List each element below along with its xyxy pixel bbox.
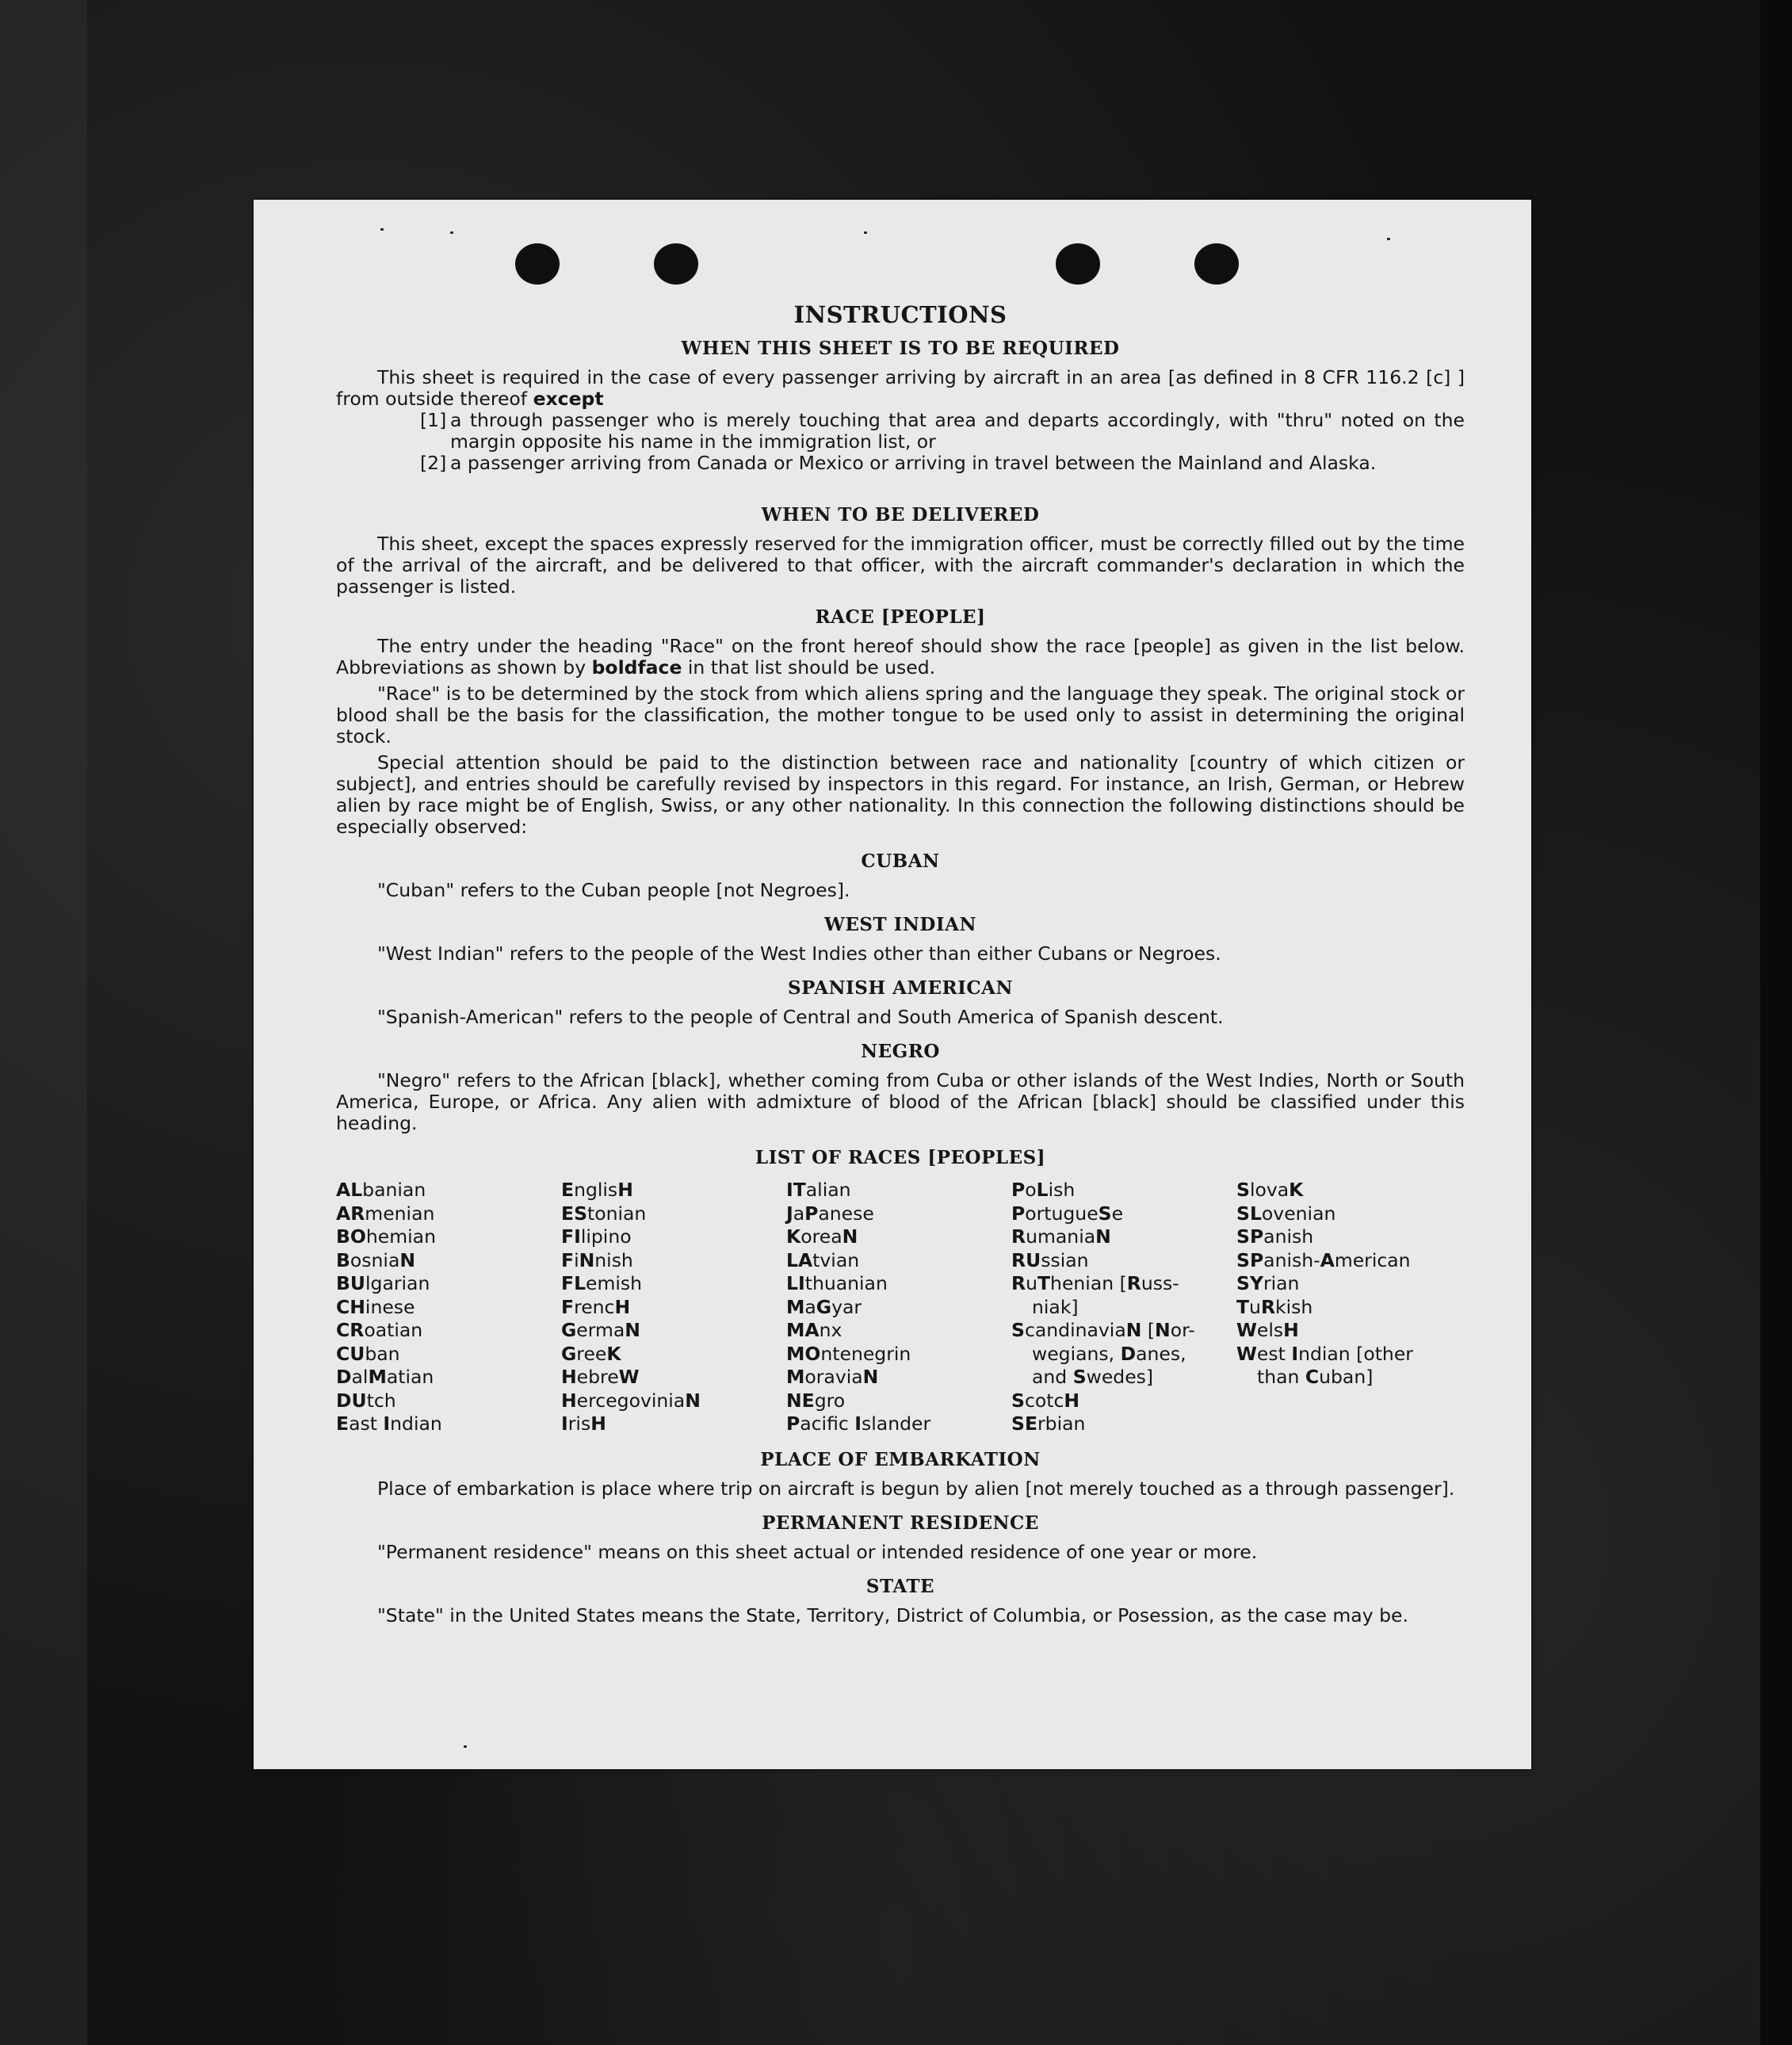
race-entry: LAtvian bbox=[786, 1248, 860, 1271]
race-entry: MOntenegrin bbox=[786, 1342, 911, 1365]
state-text: "State" in the United States means the State, Territory, District of Columbia, or Posession, as the case may be. bbox=[377, 1604, 1408, 1626]
spanish-american-text: "Spanish-American" refers to the people of Central and South America of Spanish descent. bbox=[377, 1006, 1224, 1028]
race-entry: SLovenian bbox=[1236, 1202, 1336, 1225]
punch-hole bbox=[1056, 243, 1100, 285]
heading-list-of-races: LIST OF RACES [PEOPLES] bbox=[755, 1147, 1046, 1168]
race-entry: FrencH bbox=[561, 1295, 631, 1318]
races-list bbox=[336, 1179, 1465, 1436]
race-entry: FIlipino bbox=[561, 1225, 632, 1248]
race-entry: ScotcH bbox=[1011, 1389, 1080, 1412]
heading-embarkation: PLACE OF EMBARKATION bbox=[760, 1448, 1041, 1470]
race-entry: CHinese bbox=[336, 1295, 415, 1318]
race-entry: TuRkish bbox=[1236, 1295, 1313, 1318]
race-entry: West Indian [other bbox=[1236, 1342, 1413, 1365]
punch-hole bbox=[654, 243, 698, 285]
exception-item: [1] a through passenger who is merely touching that area and departs accordingly, with "thru" noted on the margin opposite his name in the immigration list, or bbox=[420, 409, 1465, 453]
heading-negro: NEGRO bbox=[861, 1041, 940, 1062]
race-entry: ARmenian bbox=[336, 1202, 435, 1225]
races-column bbox=[336, 1179, 561, 1436]
instructions-content bbox=[336, 301, 1465, 1626]
races-column bbox=[1236, 1179, 1461, 1436]
race-entry: PortugueSe bbox=[1011, 1202, 1124, 1225]
race-entry: DalMatian bbox=[336, 1366, 434, 1388]
races-column bbox=[786, 1179, 1011, 1436]
scan-edge-left bbox=[0, 0, 87, 2045]
race-paragraph-3: Special attention should be paid to the distinction between race and nationality [country of which citizen or subject], and entries should be carefully revised by inspectors in this regard. For instance, an Irish, German, or Hebrew alien by race might be of English, Swiss, or any other nationality. In this connection the following distinctions should be especially observed: bbox=[336, 751, 1465, 838]
race-entry: KoreaN bbox=[786, 1225, 858, 1248]
dust-speck bbox=[450, 231, 453, 234]
race-entry: FiNnish bbox=[561, 1248, 633, 1271]
page-title: INSTRUCTIONS bbox=[793, 301, 1007, 328]
race-entry: CRoatian bbox=[336, 1319, 423, 1341]
race-entry: EStonian bbox=[561, 1202, 647, 1225]
race-entry: LIthuanian bbox=[786, 1272, 888, 1294]
race-entry: BOhemian bbox=[336, 1225, 436, 1248]
west-indian-text: "West Indian" refers to the people of the West Indies other than either Cubans or Negroes. bbox=[377, 942, 1221, 965]
race-entry: NEgro bbox=[786, 1389, 846, 1412]
race-entry: wegians, Danes, bbox=[1032, 1342, 1186, 1365]
race-entry: and Swedes] bbox=[1032, 1366, 1154, 1388]
dust-speck bbox=[1387, 238, 1390, 240]
race-entry: CUban bbox=[336, 1342, 400, 1365]
race-entry: than Cuban] bbox=[1257, 1366, 1374, 1388]
race-entry: EnglisH bbox=[561, 1179, 633, 1201]
race-entry: SPanish-American bbox=[1236, 1248, 1411, 1271]
race-entry: SErbian bbox=[1011, 1412, 1086, 1435]
race-entry: ScandinaviaN [Nor- bbox=[1011, 1319, 1195, 1341]
race-entry: WelsH bbox=[1236, 1319, 1299, 1341]
race-paragraph-2: "Race" is to be determined by the stock from which aliens spring and the language they speak. The original stock or blood shall be the basis for the classification, the mother tongue to be used only to assist in determining the original stock. bbox=[336, 682, 1465, 747]
race-entry: MoraviaN bbox=[786, 1366, 879, 1388]
race-entry: HebreW bbox=[561, 1366, 640, 1388]
race-entry: SPanish bbox=[1236, 1225, 1314, 1248]
dust-speck bbox=[864, 231, 867, 234]
punch-hole bbox=[515, 243, 560, 285]
heading-delivered: WHEN TO BE DELIVERED bbox=[761, 504, 1040, 526]
race-entry: ALbanian bbox=[336, 1179, 426, 1201]
dust-speck bbox=[464, 1745, 467, 1748]
document-sheet bbox=[254, 200, 1531, 1769]
heading-race: RACE [PEOPLE] bbox=[815, 606, 986, 628]
race-entry: SlovaK bbox=[1236, 1179, 1304, 1201]
races-column bbox=[561, 1179, 786, 1436]
race-entry: BUlgarian bbox=[336, 1272, 430, 1294]
race-entry: ITalian bbox=[786, 1179, 851, 1201]
race-entry: HercegoviniaN bbox=[561, 1389, 701, 1412]
cuban-text: "Cuban" refers to the Cuban people [not Negroes]. bbox=[377, 879, 850, 901]
race-entry: IrisH bbox=[561, 1412, 606, 1435]
race-entry: PoLish bbox=[1011, 1179, 1076, 1201]
punch-hole bbox=[1194, 243, 1239, 285]
residence-text: "Permanent residence" means on this sheet actual or intended residence of one year or more. bbox=[377, 1540, 1258, 1563]
race-entry: East Indian bbox=[336, 1412, 442, 1435]
race-entry: SYrian bbox=[1236, 1272, 1300, 1294]
race-entry: RuThenian [Russ- bbox=[1011, 1272, 1179, 1294]
race-entry: DUtch bbox=[336, 1389, 396, 1412]
races-column bbox=[1011, 1179, 1236, 1436]
race-entry: GermaN bbox=[561, 1319, 640, 1341]
required-intro: This sheet is required in the case of every passenger arriving by aircraft in an area [as defined in 8 CFR 116.2 [c] ] from outside thereof except bbox=[336, 366, 1465, 410]
race-entry: JaPanese bbox=[786, 1202, 874, 1225]
race-entry: niak] bbox=[1032, 1295, 1079, 1318]
heading-spanish-american: SPANISH AMERICAN bbox=[787, 977, 1014, 999]
race-entry: RUssian bbox=[1011, 1248, 1089, 1271]
heading-state: STATE bbox=[865, 1575, 935, 1597]
heading-permanent-residence: PERMANENT RESIDENCE bbox=[762, 1512, 1039, 1534]
race-entry: RumaniaN bbox=[1011, 1225, 1111, 1248]
delivered-text: This sheet, except the spaces expressly reserved for the immigration officer, must be correctly filled out by the time of the arrival of the aircraft, and be delivered to that officer, with the aircraft commander's declaration in which the passenger is listed. bbox=[336, 533, 1465, 598]
race-entry: GreeK bbox=[561, 1342, 621, 1365]
race-entry: MaGyar bbox=[786, 1295, 862, 1318]
race-entry: BosniaN bbox=[336, 1248, 416, 1271]
race-entry: Pacific Islander bbox=[786, 1412, 931, 1435]
heading-required: WHEN THIS SHEET IS TO BE REQUIRED bbox=[681, 338, 1120, 359]
heading-west-indian: WEST INDIAN bbox=[824, 914, 976, 935]
embarkation-text: Place of embarkation is place where trip on aircraft is begun by alien [not merely touched as a through passenger]. bbox=[377, 1477, 1455, 1500]
negro-text: "Negro" refers to the African [black], whether coming from Cuba or other islands of the West Indies, North or South America, Europe, or Africa. Any alien with admixture of blood of the African [black] should be classified under this heading. bbox=[336, 1069, 1465, 1134]
exception-item: [2] a passenger arriving from Canada or Mexico or arriving in travel between the Mainland and Alaska. bbox=[420, 452, 1377, 474]
race-paragraph-1: The entry under the heading "Race" on the front hereof should show the race [people] as given in the list below. Abbreviations as shown by boldface in that list should be used. bbox=[336, 635, 1465, 678]
scan-edge-right bbox=[1760, 0, 1792, 2045]
race-entry: FLemish bbox=[561, 1272, 643, 1294]
race-entry: MAnx bbox=[786, 1319, 843, 1341]
heading-cuban: CUBAN bbox=[861, 850, 940, 872]
dust-speck bbox=[380, 228, 384, 231]
